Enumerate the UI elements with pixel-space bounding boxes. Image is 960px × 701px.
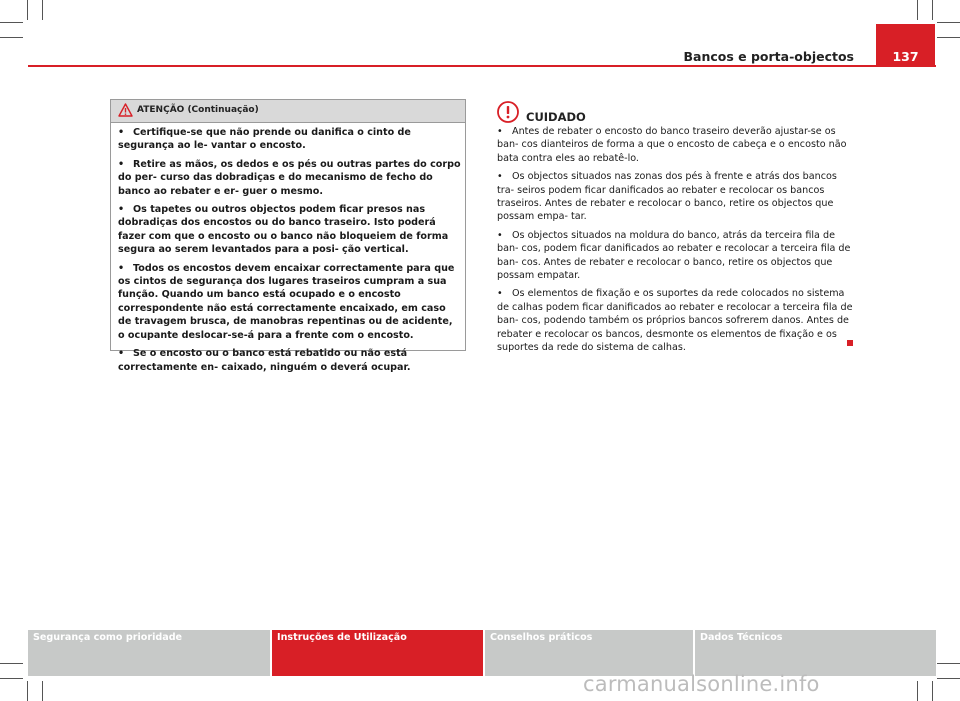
crop-mark [932,681,933,701]
caution-body [497,125,855,355]
footer-tab-label: Instruções de Utilização [277,632,407,643]
warning-item: • Retire as mãos, os dedos e os pés ou outras partes do corpo do per- curso das dobradiças e do mecanismo de fecho do banco ao rebater e er- guer o mesmo. [118,158,461,197]
warning-title: ATENÇÃO (Continuação) [137,105,259,115]
footer-nav [28,630,936,676]
watermark: carmanualsonline.info [583,672,820,696]
caution-item: • Os objectos situados na moldura do banco, atrás da terceira fila de ban- cos, podem ficar danificados ao rebater e recolocar a terceira fila de ban- cos. Antes de rebater e recolocar o banco, retire os objectos que possam empatar. [497,229,851,282]
caution-section [497,101,855,360]
warning-box [110,99,466,373]
crop-mark [937,663,960,664]
crop-mark [917,681,918,701]
crop-mark [917,0,918,20]
crop-mark [937,37,960,38]
bullet: • [118,158,125,170]
caution-item: • Antes de rebater o encosto do banco traseiro deverão ajustar-se os ban- cos dianteiros de forma a que o encosto de cabeça e o encosto não bata contra eles ao rebatê-lo. [497,126,847,164]
footer-tab-label: Conselhos práticos [490,632,593,643]
section-end-marker [847,340,853,346]
crop-mark [0,22,23,23]
crop-mark [27,0,28,20]
warning-item: • Se o encosto ou o banco está rebatido ou não está correctamente en- caixado, ninguém o deverá ocupar. [118,348,411,373]
crop-mark [937,678,960,679]
footer-tab-label: Segurança como prioridade [33,632,183,643]
bullet: • [497,288,503,300]
page-number: 137 [892,49,919,64]
bullet: • [118,262,125,274]
crop-mark [27,681,28,701]
bullet: • [118,204,125,216]
warning-triangle-icon [118,103,133,117]
bullet: • [497,229,503,241]
footer-tab-dados[interactable] [695,630,936,676]
warning-item: • Os tapetes ou outros objectos podem ficar presos nas dobradiças dos encostos ou do banco traseiro. Isto poderá fazer com que o encosto ou o banco não bloqueiem de forma segura ao serem levantados para a posi- ção vertical. [118,204,449,256]
crop-mark [42,0,43,20]
caution-header [497,101,855,125]
bullet: • [497,126,503,137]
warning-header [111,100,465,123]
page-title: Bancos e porta-objectos [683,49,854,64]
caution-exclamation-icon [497,101,519,123]
crop-mark [937,22,960,23]
caution-title: CUIDADO [526,110,586,124]
footer-tab-seguranca[interactable] [28,630,270,676]
header-rule [28,65,936,67]
footer-tab-label: Dados Técnicos [700,632,783,643]
bullet: • [118,127,125,138]
crop-mark [42,681,43,701]
caution-item: • Os objectos situados nas zonas dos pés à frente e atrás dos bancos tra- seiros podem ficar danificados ao rebater e recolocar os bancos traseiros. Antes de rebater e recolocar o banco, retire os objectos que possam empa- tar. [497,171,837,223]
crop-mark [932,0,933,20]
footer-tab-conselhos[interactable] [485,630,693,676]
warning-item: • Certifique-se que não prende ou danifica o cinto de segurança ao le- vantar o encosto. [118,127,411,152]
crop-mark [0,678,23,679]
page-number-tab [876,24,935,67]
bullet: • [497,171,503,183]
crop-mark [0,37,23,38]
crop-mark [0,663,23,664]
footer-tab-instrucoes[interactable] [272,630,483,676]
caution-item: • Os elementos de fixação e os suportes da rede colocados no sistema de calhas podem ficar danificados ao rebater e recolocar a terceira fila de ban- cos, podendo também os próprios bancos sofrerem danos. Antes de rebater e recolocar os bancos, desmonte os elementos de fixação e os suportes da rede do sistema de calhas. [497,288,853,354]
warning-item: • Todos os encostos devem encaixar correctamente para que os cintos de segurança dos lugares traseiros cumpram a sua função. Quando um banco está ocupado e o encosto correspondente não está correctamente encaixado, em caso de travagem brusca, de manobras repentinas ou de acidente, o ocupante deslocar-se-á para a frente com o encosto. [118,262,455,341]
warning-body [111,123,465,374]
bullet: • [118,348,125,360]
